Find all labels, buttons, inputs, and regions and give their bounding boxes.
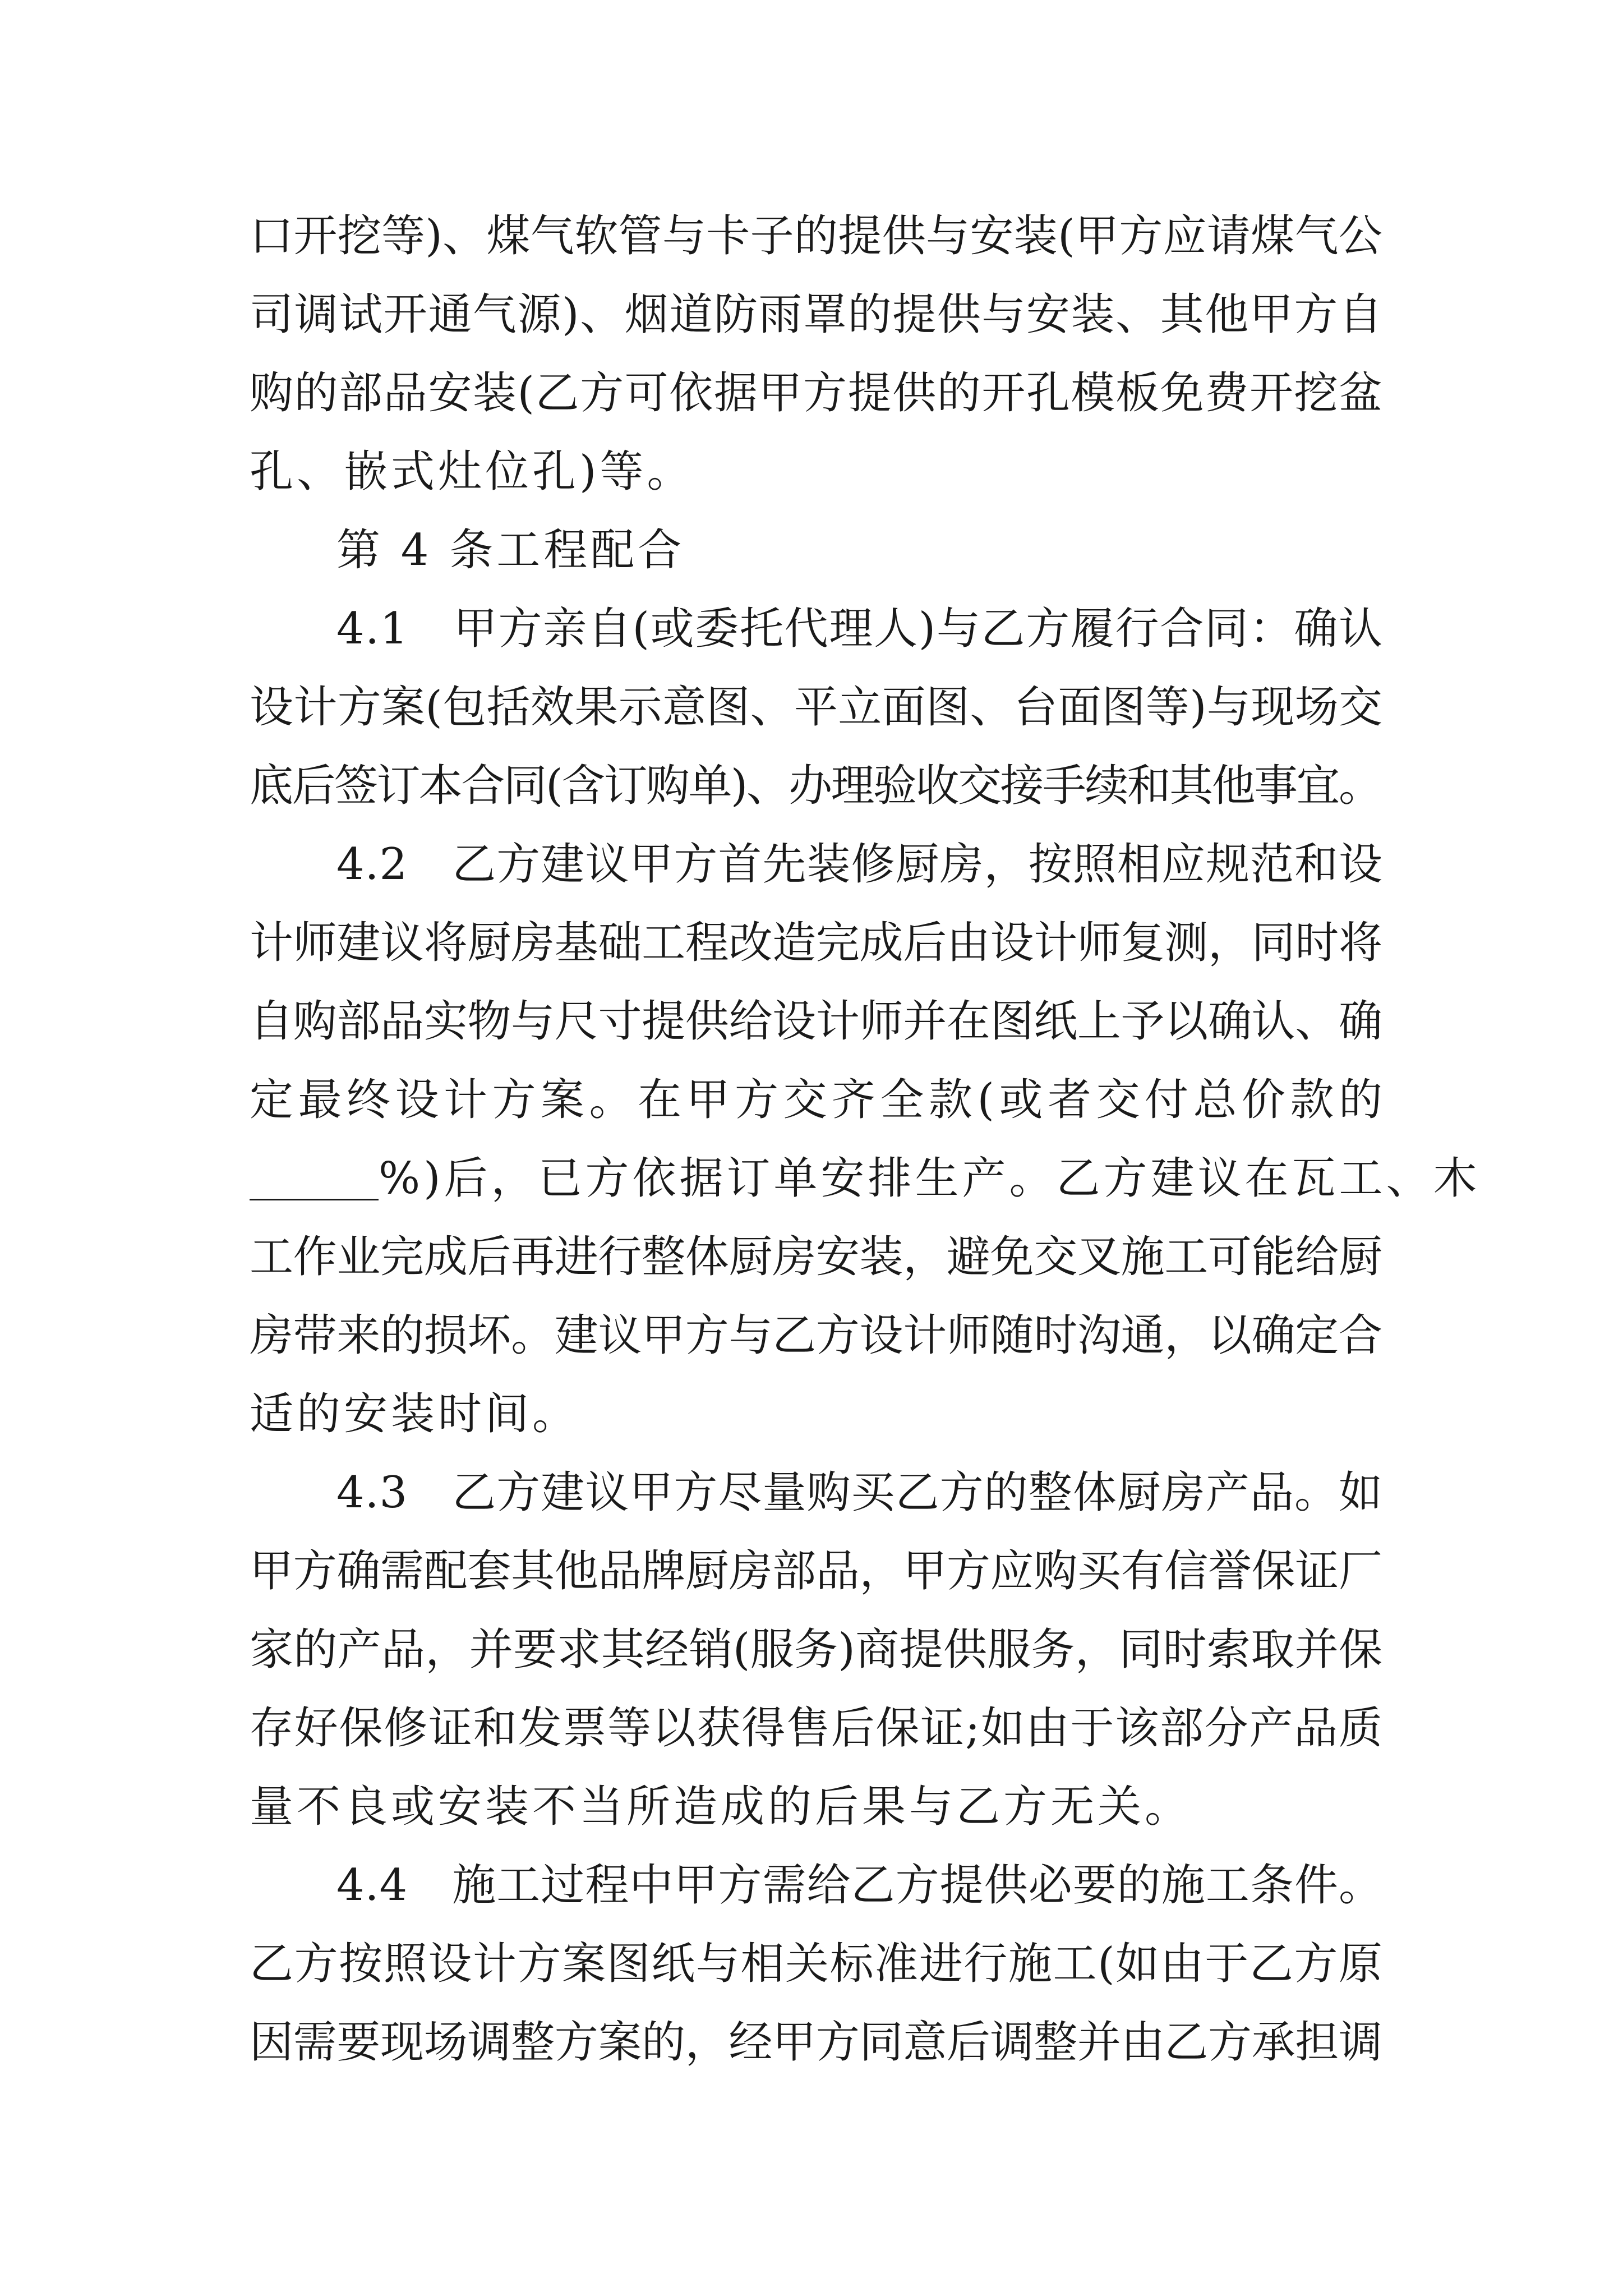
text-line-22: 4.4 施工过程中甲方需给乙方提供必要的施工条件。 (336, 1860, 1384, 1911)
text-line-1: 口开挖等)、煤气软管与卡子的提供与安装(甲方应请煤气公 (250, 211, 1383, 261)
text-line-4: 孔、嵌式灶位孔)等。 (250, 447, 694, 497)
text-line-9: 4.2 乙方建议甲方首先装修厨房，按照相应规范和设 (336, 839, 1384, 890)
text-line-15: 房带来的损坏。建议甲方与乙方设计师随时沟通，以确定合 (250, 1310, 1382, 1361)
text-line-18: 甲方确需配套其他品牌厨房部品，甲方应购买有信誉保证厂 (250, 1546, 1382, 1596)
text-line-3: 购的部品安装(乙方可依据甲方提供的开孔模板免费开挖盆 (250, 368, 1384, 418)
text-line-23: 乙方按照设计方案图纸与相关标准进行施工(如由于乙方原 (250, 1939, 1384, 1989)
text-line-14: 工作业完成后再进行整体厨房安装，避免交叉施工可能给厨 (250, 1232, 1382, 1282)
text-line-10: 计师建议将厨房基础工程改造完成后由设计师复测，同时将 (250, 918, 1382, 968)
text-line-8: 底后签订本合同(含订购单)、办理验收交接手续和其他事宜。 (250, 761, 1381, 811)
section-heading: 第 4 条工程配合 (336, 525, 685, 576)
text-line-19: 家的产品，并要求其经销(服务)商提供服务，同时索取并保 (250, 1625, 1383, 1675)
text-line-13 (250, 1153, 1481, 1204)
text-line-13-text: %)后，已方依据订单安排生产。乙方建议在瓦工、木 (379, 1153, 1481, 1204)
text-line-21: 量不良或安装不当所造成的后果与乙方无关。 (250, 1782, 1192, 1832)
text-line-6: 4.1 甲方亲自(或委托代理人)与乙方履行合同：确认 (336, 604, 1384, 654)
text-line-20: 存好保修证和发票等以获得售后保证;如由于该部分产品质 (250, 1703, 1384, 1754)
text-line-12: 定最终设计方案。在甲方交齐全款(或者交付总价款的 (250, 1075, 1387, 1125)
fill-in-blank (250, 1158, 379, 1200)
text-line-7: 设计方案(包括效果示意图、平立面图、台面图等)与现场交 (250, 682, 1383, 733)
text-line-11: 自购部品实物与尺寸提供给设计师并在图纸上予以确认、确 (250, 996, 1382, 1047)
text-line-24: 因需要现场调整方案的，经甲方同意后调整并由乙方承担调 (250, 2017, 1382, 2068)
text-line-2: 司调试开通气源)、烟道防雨罩的提供与安装、其他甲方自 (250, 289, 1384, 340)
text-line-17: 4.3 乙方建议甲方尽量购买乙方的整体厨房产品。如 (336, 1467, 1384, 1518)
text-line-16: 适的安装时间。 (250, 1389, 580, 1439)
